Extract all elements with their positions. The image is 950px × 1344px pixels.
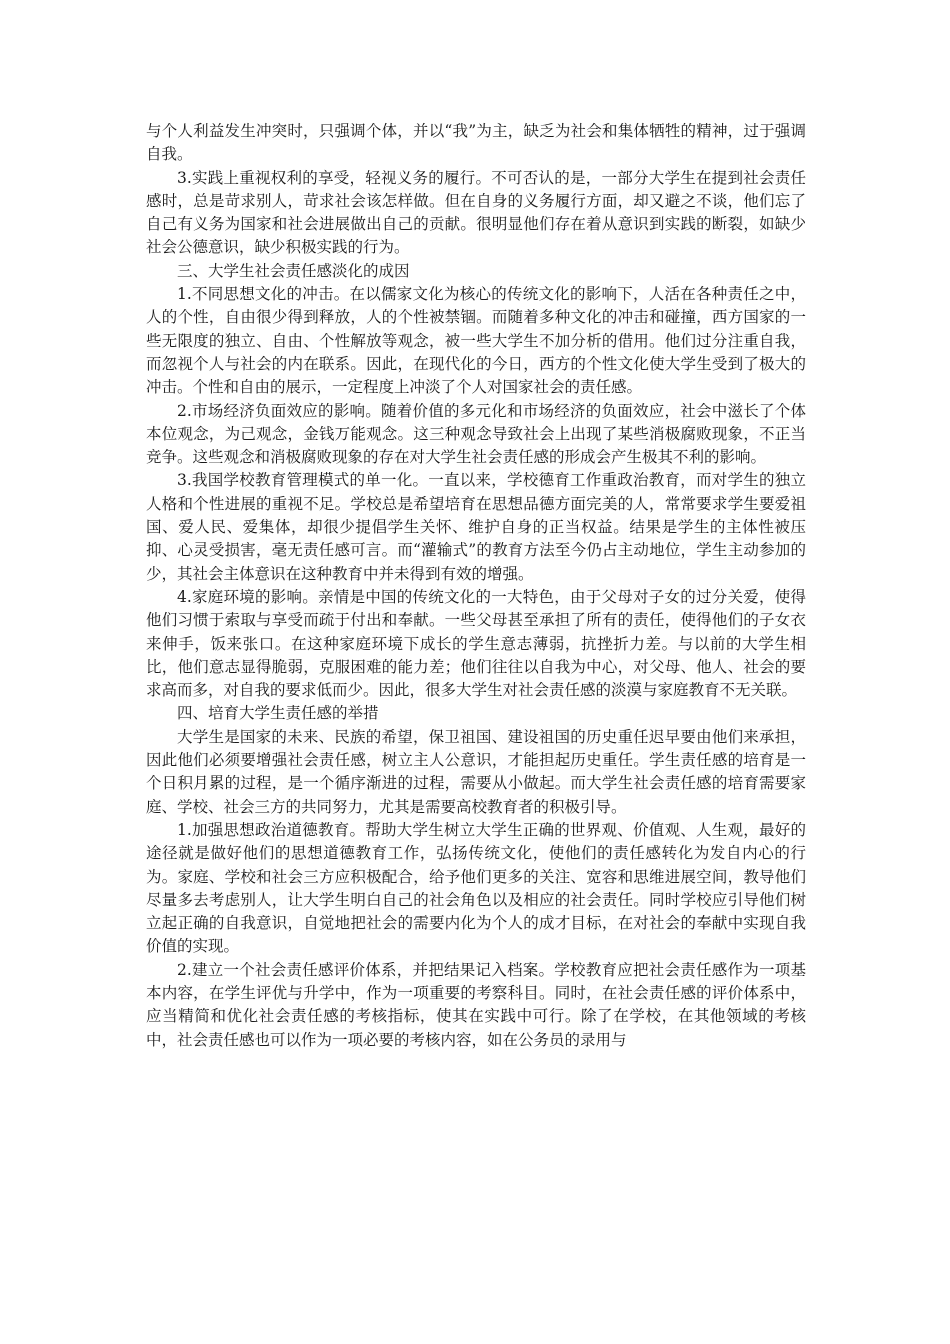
paragraph-measure-2: 2.建立一个社会责任感评价体系，并把结果记入档案。学校教育应把社会责任感作为一项基本内容，在学生评优与升学中，作为一项重要的考察科目。同时，在社会责任感的评价体系中，应当精简和优化社会责任感的考核指标，使其在实践中可行。除了在学校，在其他领域的考核中，社会责任感也可以作为一项必要的考核内容，如在公务员的录用与 bbox=[146, 960, 806, 1049]
paragraph-cause-2: 2.市场经济负面效应的影响。随着价值的多元化和市场经济的负面效应，社会中滋长了个体本位观念，为己观念，金钱万能观念。这三种观念导致社会上出现了某些消极腐败现象，不正当竞争。这些观念和消极腐败现象的存在对大学生社会责任感的形成会产生极其不利的影响。 bbox=[146, 401, 806, 467]
paragraph-point-3: 3.实践上重视权利的享受，轻视义务的履行。不可否认的是，一部分大学生在提到社会责任感时，总是苛求别人，苛求社会该怎样做。但在自身的义务履行方面，却又避之不谈，他们忘了自己有义务为国家和社会进展做出自己的贡献。很明显他们存在着从意识到实践的断裂，如缺少社会公德意识，缺少积极实践的行为。 bbox=[146, 168, 806, 257]
paragraph-continued: 与个人利益发生冲突时，只强调个体，并以“我”为主，缺乏为社会和集体牺牲的精神，过于强调自我。 bbox=[146, 122, 806, 164]
paragraph-intro-measures: 大学生是国家的未来、民族的希望，保卫祖国、建设祖国的历史重任迟早要由他们来承担，因此他们必须要增强社会责任感，树立主人公意识，才能担起历史重任。学生责任感的培育是一个日积月累的过程，是一个循序渐进的过程，需要从小做起。而大学生社会责任感的培育需要家庭、学校、社会三方的共同努力，尤其是需要高校教育者的积极引导。 bbox=[146, 727, 806, 816]
paragraph-cause-4: 4.家庭环境的影响。亲情是中国的传统文化的一大特色，由于父母对子女的过分关爱，使得他们习惯于索取与享受而疏于付出和奉献。一些父母甚至承担了所有的责任，使得他们的子女衣来伸手，饭来张口。在这种家庭环境下成长的学生意志薄弱，抗挫折力差。与以前的大学生相比，他们意志显得脆弱，克服困难的能力差；他们往往以自我为中心，对父母、他人、社会的要求高而多，对自我的要求低而少。因此，很多大学生对社会责任感的淡漠与家庭教育不无关联。 bbox=[146, 587, 806, 700]
document-body bbox=[146, 120, 806, 1052]
paragraph-cause-1: 1.不同思想文化的冲击。在以儒家文化为核心的传统文化的影响下，人活在各种责任之中，人的个性，自由很少得到释放，人的个性被禁锢。而随着多种文化的冲击和碰撞，西方国家的一些无限度的独立、自由、个性解放等观念，被一些大学生不加分析的借用。他们过分注重自我，而忽视个人与社会的内在联系。因此，在现代化的今日，西方的个性文化使大学生受到了极大的冲击。个性和自由的展示，一定程度上冲淡了个人对国家社会的责任感。 bbox=[146, 285, 806, 397]
paragraph-cause-3: 3.我国学校教育管理模式的单一化。一直以来，学校德育工作重政治教育，而对学生的独立人格和个性进展的重视不足。学校总是希望培育在思想品德方面完美的人，常常要求学生要爱祖国、爱人民、爱集体，却很少提倡学生关怀、维护自身的正当权益。结果是学生的主体性被压抑、心灵受损害，毫无责任感可言。而“灌输式”的教育方法至今仍占主动地位，学生主动参加的少，其社会主体意识在这种教育中并未得到有效的增强。 bbox=[146, 471, 806, 583]
paragraph-measure-1: 1.加强思想政治道德教育。帮助大学生树立大学生正确的世界观、价值观、人生观，最好的途径就是做好他们的思想道德教育工作，弘扬传统文化，使他们的责任感转化为发自内心的行为。家庭、学校和社会三方应积极配合，给予他们更多的关注、宽容和思维进展空间，教导他们尽量多去考虑别人，让大学生明白自己的社会角色以及相应的社会责任。同时学校应引导他们树立起正确的自我意识，自觉地把社会的需要内化为个人的成才目标，在对社会的奉献中实现自我价值的实现。 bbox=[146, 820, 806, 956]
section-heading-3: 三、大学生社会责任感淡化的成因 bbox=[177, 261, 410, 280]
section-heading-4: 四、培育大学生责任感的举措 bbox=[177, 704, 379, 723]
